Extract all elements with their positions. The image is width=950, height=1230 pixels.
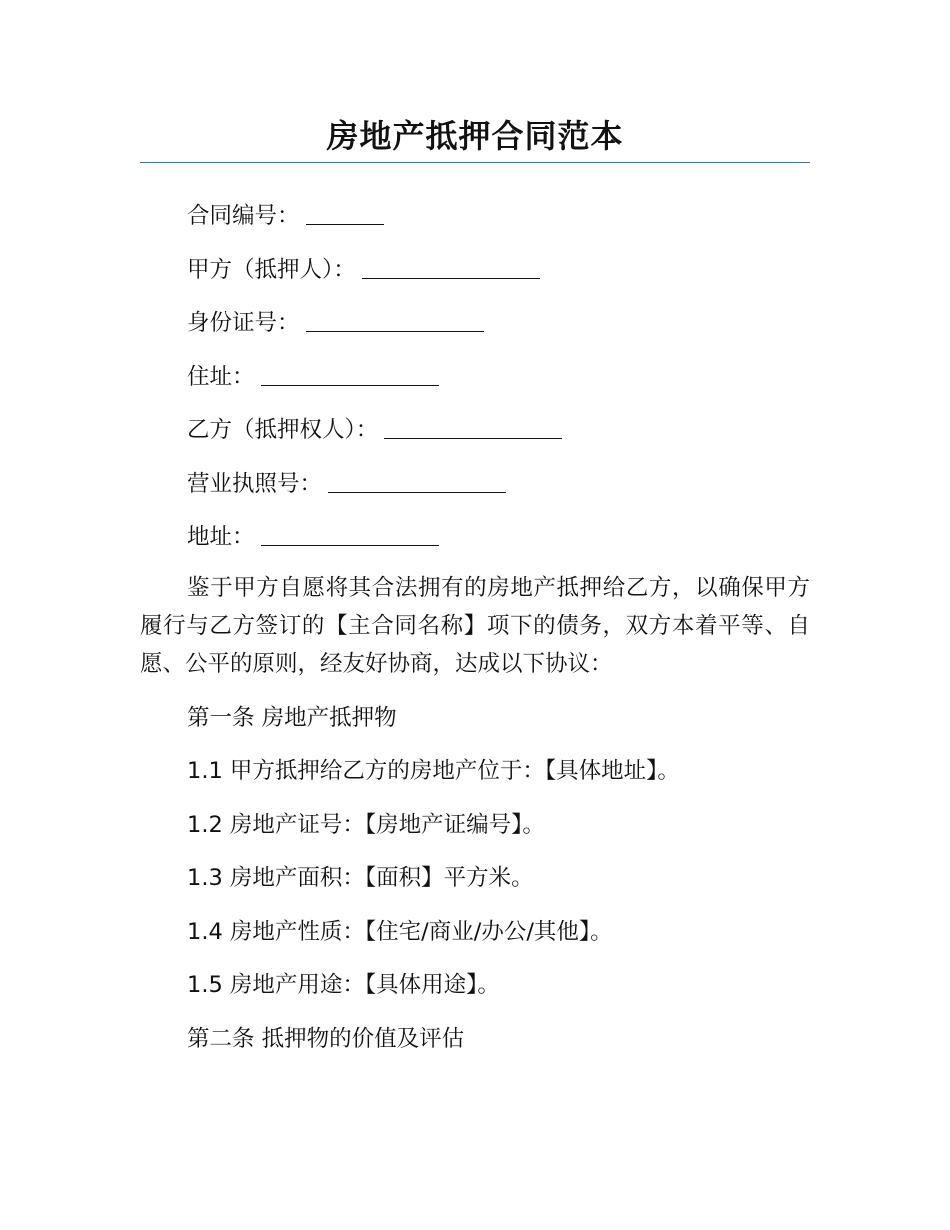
field-id-number xyxy=(140,299,810,353)
fill-in-blank[interactable] xyxy=(328,462,506,493)
article-1-heading: 第一条 房地产抵押物 xyxy=(187,704,397,731)
article-1-item: 1.5 房地产用途：【具体用途】。 xyxy=(187,972,500,998)
document-title: 房地产抵押合同范本 xyxy=(326,117,624,155)
document-body xyxy=(140,192,810,1070)
article-2-heading: 第二条 抵押物的价值及评估 xyxy=(187,1025,465,1052)
field-party-a xyxy=(140,246,810,300)
fill-in-blank[interactable] xyxy=(306,194,384,225)
field-label: 营业执照号： xyxy=(187,470,323,497)
fill-in-blank[interactable] xyxy=(384,408,562,439)
field-label: 甲方（抵押人）： xyxy=(187,256,356,283)
article-1-item: 1.4 房地产性质：【住宅/商业/办公/其他】。 xyxy=(187,918,613,945)
field-label: 地址： xyxy=(187,524,255,550)
article-1-item: 1.3 房地产面积：【面积】平方米。 xyxy=(187,865,534,891)
fill-in-blank[interactable] xyxy=(306,301,484,332)
fill-in-blank[interactable] xyxy=(261,515,439,546)
field-party-b xyxy=(140,406,810,460)
field-party-b-address xyxy=(140,513,810,567)
preamble-paragraph: 鉴于甲方自愿将其合法拥有的房地产抵押给乙方，以确保甲方履行与乙方签订的【主合同名称】项下的债务，双方本着平等、自愿、公平的原则，经友好协商，达成以下协议： xyxy=(140,574,810,677)
fill-in-blank[interactable] xyxy=(362,248,540,279)
field-label: 乙方（抵押权人）： xyxy=(187,417,379,443)
field-business-license xyxy=(140,460,810,514)
title-divider xyxy=(140,162,810,163)
article-1-item: 1.1 甲方抵押给乙方的房地产位于：【具体地址】。 xyxy=(187,758,680,784)
article-1-item: 1.2 房地产证号：【房地产证编号】。 xyxy=(187,811,545,838)
field-contract-number xyxy=(140,192,810,246)
field-party-a-address xyxy=(140,353,810,407)
field-label: 住址： xyxy=(187,363,255,390)
field-label: 合同编号： xyxy=(187,203,300,229)
field-label: 身份证号： xyxy=(187,310,300,336)
fill-in-blank[interactable] xyxy=(261,355,439,386)
